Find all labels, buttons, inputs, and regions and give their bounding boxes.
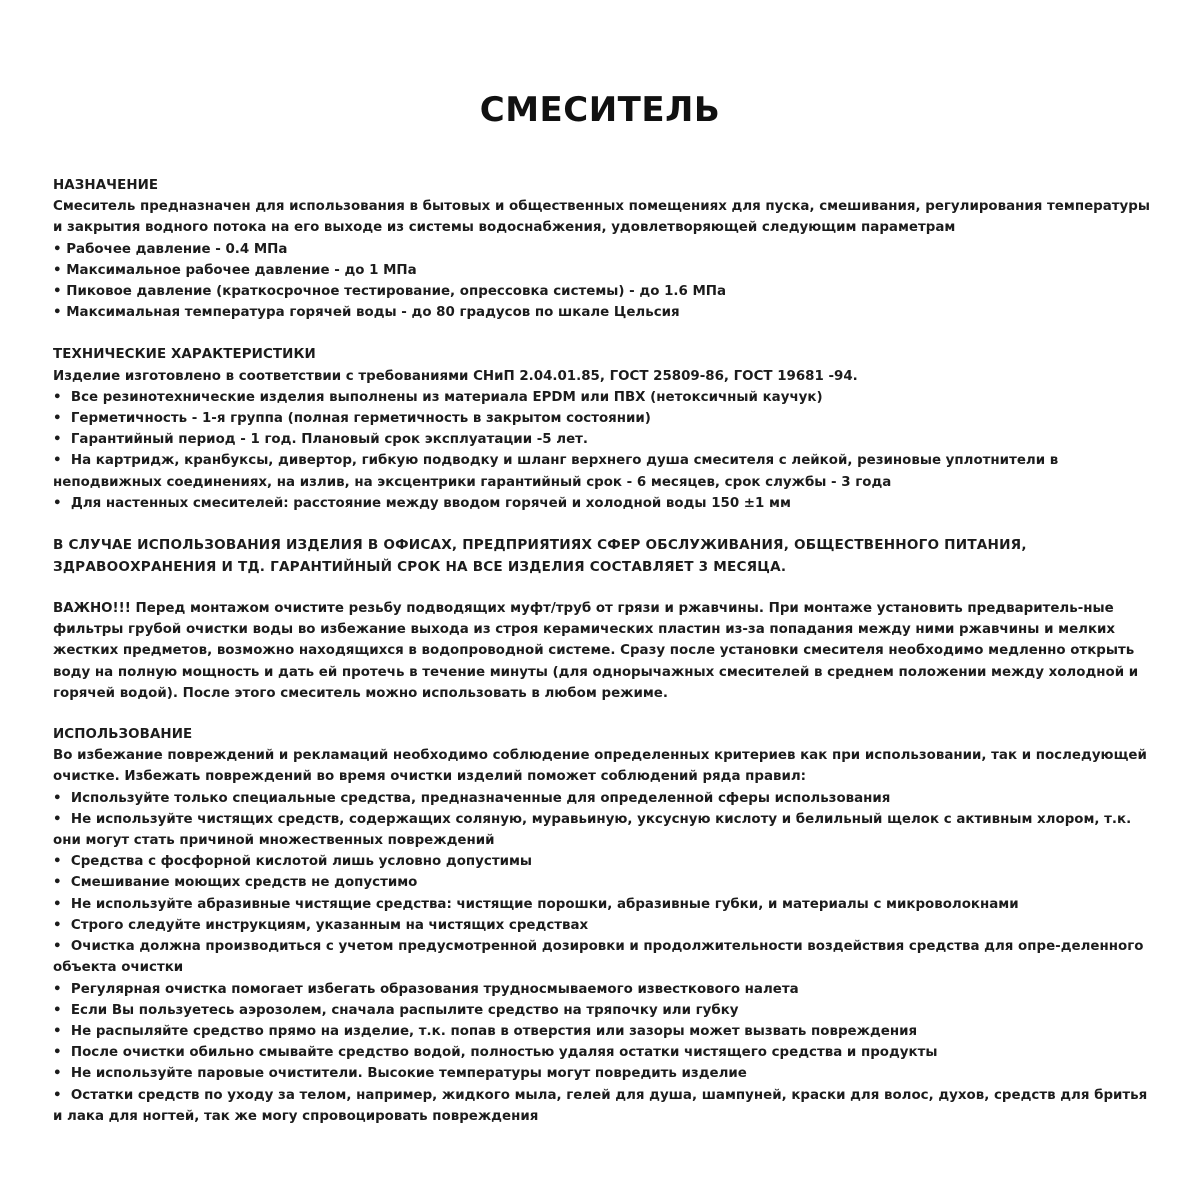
bullet-icon: • [53,1023,62,1039]
document-body [53,175,1153,1127]
usage-intro: Во избежание повреждений и рекламаций необходимо соблюдение определенных критериев как при использовании, так и последующей очистке. Избежать повреждений во время очистки изделий поможет соблюдений ряда правил: [53,748,1147,785]
list-item-text: Для настенных смесителей: расстояние между вводом горячей и холодной воды 150 ±1 мм [70,495,791,511]
list-item-text: Используйте только специальные средства, предназначенные для определенной сферы использования [70,790,891,806]
list-item-text: После очистки обильно смывайте средство водой, полностью удаляя остатки чистящего средства и продукты [70,1045,938,1061]
bullet-icon: • [53,981,62,997]
specs-intro: Изделие изготовлено в соответствии с требованиями СНиП 2.04.01.85, ГОСТ 25809-86, ГОСТ 19681 -94. [53,368,858,384]
list-item [53,408,1153,429]
list-item-text: Гарантийный период - 1 год. Плановый срок эксплуатации -5 лет. [70,432,589,448]
list-item-text: Максимальная температура горячей воды - до 80 градусов по шкале Цельсия [66,305,680,321]
list-item [53,493,1153,514]
page-title: СМЕСИТЕЛЬ [479,90,721,130]
commercial-notice-section [53,534,1153,578]
bullet-icon: • [53,389,62,405]
purpose-heading: НАЗНАЧЕНИЕ [53,178,159,193]
bullet-icon: • [53,875,62,891]
list-item [53,788,1153,809]
commercial-notice: В СЛУЧАЕ ИСПОЛЬЗОВАНИЯ ИЗДЕЛИЯ В ОФИСАХ, ПРЕДПРИЯТИЯХ СФЕР ОБСЛУЖИВАНИЯ, ОБЩЕСТВЕННОГО ПИТАНИЯ, ЗДРАВООХРАНЕНИЯ И ТД. ГАРАНТИЙНЫЙ СРОК НА ВСЕ ИЗДЕЛИЯ СОСТАВЛЯЕТ 3 МЕСЯЦА. [53,537,1027,576]
bullet-icon: • [53,284,62,300]
bullet-icon: • [53,811,62,827]
usage-heading: ИСПОЛЬЗОВАНИЕ [53,727,193,743]
purpose-intro: Смеситель предназначен для использования в бытовых и общественных помещениях для пуска, смешивания, регулирования температуры и закрытия водного потока на его выходе из системы водоснабжения, удовлетворяющей следующим параметрам [53,199,1150,236]
list-item-text: Если Вы пользуетесь аэрозолем, сначала распылите средство на тряпочку или губку [70,1002,739,1018]
list-item-text: Не используйте абразивные чистящие средства: чистящие порошки, абразивные губки, и материалы с микроволокнами [70,896,1019,912]
list-item-text: Не используйте паровые очистители. Высокие температуры могут повредить изделие [70,1066,747,1082]
bullet-icon: • [53,854,62,870]
list-item-text: На картридж, кранбуксы, дивертор, гибкую подводку и шланг верхнего душа смесителя с лейкой, резиновые уплотнители в неподвижных соединениях, на излив, на эксцентрики гарантийный срок - 6 месяцев, срок службы - 3 года [53,453,1059,490]
list-item-text: Регулярная очистка помогает избегать образования трудносмываемого известкового налета [70,981,799,997]
list-item-text: Пиковое давление (краткосрочное тестирование, опрессовка системы) - до 1.6 МПа [66,284,727,300]
list-item [53,1000,1153,1021]
important-section [53,598,1153,704]
list-item-text: Рабочее давление - 0.4 МПа [66,241,288,257]
bullet-icon: • [53,1002,62,1018]
list-item-text: Остатки средств по уходу за телом, например, жидкого мыла, гелей для душа, шампуней, краски для волос, духов, средств для бритья и лака для ногтей, так же могу спровоцировать повреждения [53,1087,1148,1124]
usage-section [53,724,1153,1127]
list-item [53,387,1153,408]
bullet-icon: • [53,432,62,448]
list-item [53,302,1153,323]
list-item [53,1042,1153,1063]
purpose-list [53,239,1153,324]
list-item-text: Не используйте чистящих средств, содержащих соляную, муравьиную, уксусную кислоту и белильный щелок с активным хлором, т.к. они могут стать причиной множественных повреждений [53,811,1132,849]
list-item [53,1085,1153,1127]
list-item-text: Не распыляйте средство прямо на изделие, т.к. попав в отверстия или зазоры может вызвать повреждения [70,1023,918,1039]
list-item [53,429,1153,450]
list-item [53,979,1153,1000]
list-item [53,239,1153,260]
list-item [53,872,1153,893]
specs-section [53,344,1153,514]
purpose-section [53,175,1153,323]
bullet-icon: • [53,411,62,427]
list-item-text: Строго следуйте инструкциям, указанным на чистящих средствах [70,917,589,933]
list-item [53,260,1153,281]
bullet-icon: • [53,305,62,321]
bullet-icon: • [53,939,62,955]
bullet-icon: • [53,495,62,511]
important-notice: ВАЖНО!!! Перед монтажом очистите резьбу подводящих муфт/труб от грязи и ржавчины. При монтаже установить предваритель-ные фильтры грубой очистки воды во избежание выхода из строя керамических пластин из-за попадания между ними ржавчины и мелких жестких предметов, возможно находящихся в водопроводной системе. Сразу после установки смесителя необходимо медленно открыть воду на полную мощность и дать ей протечь в течение минуты (для однорычажных смесителей в среднем положении между холодной и горячей водой). После этого смеситель можно использовать в любом режиме. [53,601,1139,701]
list-item [53,450,1153,492]
list-item-text: Герметичность - 1-я группа (полная герметичность в закрытом состоянии) [70,411,651,427]
bullet-icon: • [53,1045,62,1061]
list-item [53,809,1153,851]
list-item [53,1063,1153,1084]
list-item [53,915,1153,936]
list-item-text: Все резинотехнические изделия выполнены из материала EPDM или ПВХ (нетоксичный каучук) [70,389,823,405]
list-item [53,281,1153,302]
specs-heading: ТЕХНИЧЕСКИЕ ХАРАКТЕРИСТИКИ [53,347,316,363]
bullet-icon: • [53,453,62,469]
list-item [53,936,1153,978]
specs-list [53,387,1153,514]
bullet-icon: • [53,896,62,912]
bullet-icon: • [53,1087,62,1103]
list-item-text: Очистка должна производиться с учетом предусмотренной дозировки и продолжительности воздействия средства для опре-деленного объекта очистки [53,939,1144,976]
list-item-text: Средства с фосфорной кислотой лишь условно допустимы [70,854,533,870]
list-item [53,1021,1153,1042]
usage-list [53,788,1153,1127]
bullet-icon: • [53,1066,62,1082]
list-item [53,894,1153,915]
list-item-text: Смешивание моющих средств не допустимо [70,875,418,891]
bullet-icon: • [53,917,62,933]
list-item-text: Максимальное рабочее давление - до 1 МПа [66,262,417,278]
bullet-icon: • [53,241,62,257]
bullet-icon: • [53,262,62,278]
bullet-icon: • [53,790,62,806]
list-item [53,851,1153,872]
